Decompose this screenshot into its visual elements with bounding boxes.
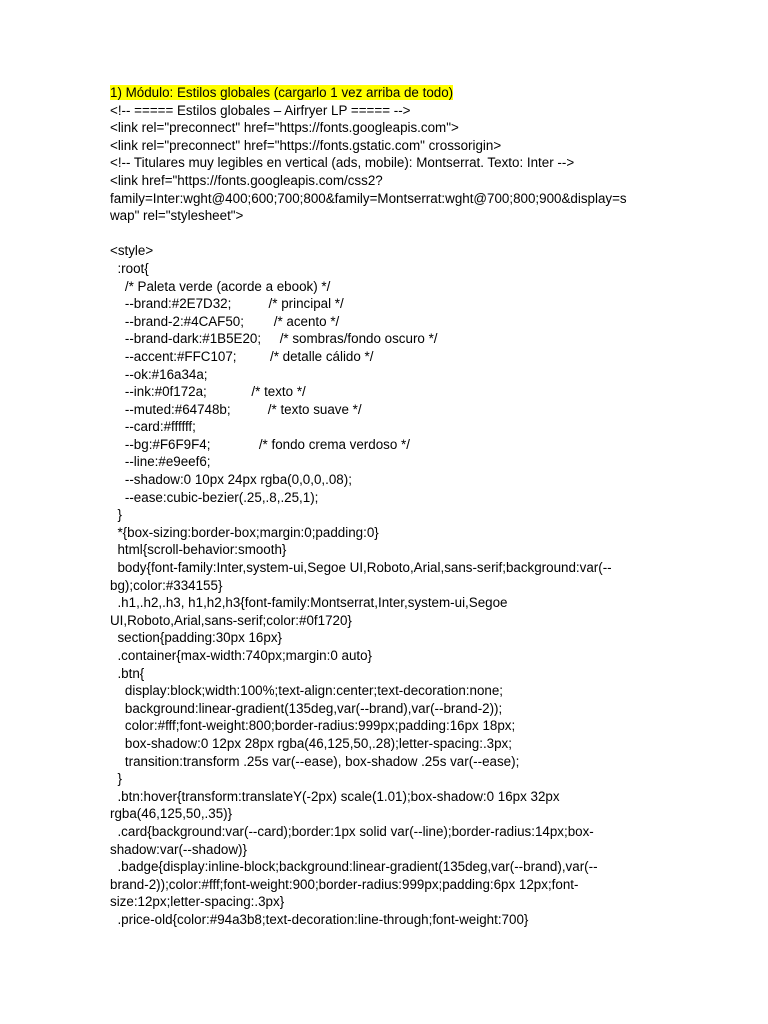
code-line: color:#fff;font-weight:800;border-radius:999px;padding:16px 18px;	[110, 718, 516, 734]
code-line: family=Inter:wght@400;600;700;800&family=Montserrat:wght@700;800;900&display=s	[110, 190, 627, 206]
code-line: .card{background:var(--card);border:1px solid var(--line);border-radius:14px;box-	[110, 823, 594, 839]
code-line: <!-- ===== Estilos globales – Airfryer LP ===== -->	[110, 102, 411, 118]
code-line: section{padding:30px 16px}	[110, 630, 282, 646]
code-line: }	[110, 507, 122, 523]
heading-line	[110, 84, 670, 102]
code-line: --accent:#FFC107; /* detalle cálido */	[110, 348, 374, 364]
code-line: <link href="https://fonts.googleapis.com/css2?	[110, 172, 383, 188]
code-line: UI,Roboto,Arial,sans-serif;color:#0f1720}	[110, 612, 352, 628]
code-line: *{box-sizing:border-box;margin:0;padding:0}	[110, 524, 379, 540]
code-line: .price-old{color:#94a3b8;text-decoration:line-through;font-weight:700}	[110, 911, 529, 927]
code-line: <style>	[110, 243, 154, 259]
code-line: background:linear-gradient(135deg,var(--brand),var(--brand-2));	[110, 700, 503, 716]
code-line: /* Paleta verde (acorde a ebook) */	[110, 278, 331, 294]
code-line: .btn:hover{transform:translateY(-2px) scale(1.01);box-shadow:0 16px 32px	[110, 788, 560, 804]
code-line: bg);color:#334155}	[110, 577, 223, 593]
code-line: --line:#e9eef6;	[110, 454, 211, 470]
code-line: :root{	[110, 260, 149, 276]
code-line: .badge{display:inline-block;background:linear-gradient(135deg,var(--brand),var(--	[110, 859, 598, 875]
code-line: --brand-dark:#1B5E20; /* sombras/fondo oscuro */	[110, 331, 438, 347]
code-line: brand-2));color:#fff;font-weight:900;border-radius:999px;padding:6px 12px;font-	[110, 876, 579, 892]
code-line: --brand-2:#4CAF50; /* acento */	[110, 313, 340, 329]
code-line: --bg:#F6F9F4; /* fondo crema verdoso */	[110, 436, 410, 452]
code-line: size:12px;letter-spacing:.3px}	[110, 894, 285, 910]
code-line: <link rel="preconnect" href="https://fonts.googleapis.com">	[110, 120, 459, 136]
code-line: <!-- Titulares muy legibles en vertical (ads, mobile): Montserrat. Texto: Inter -->	[110, 155, 575, 171]
document-body	[110, 84, 670, 929]
code-line: wap" rel="stylesheet">	[110, 208, 244, 224]
code-line: --card:#ffffff;	[110, 419, 196, 435]
code-line: display:block;width:100%;text-align:center;text-decoration:none;	[110, 683, 504, 699]
code-line: .container{max-width:740px;margin:0 auto}	[110, 648, 373, 663]
code-line: shadow:var(--shadow)}	[110, 841, 247, 857]
code-line: transition:transform .25s var(--ease), box-shadow .25s var(--ease);	[110, 753, 520, 769]
code-line: body{font-family:Inter,system-ui,Segoe UI,Roboto,Arial,sans-serif;background:var(--	[110, 560, 612, 576]
code-line: --muted:#64748b; /* texto suave */	[110, 401, 362, 417]
code-line: --ink:#0f172a; /* texto */	[110, 384, 306, 400]
code-line	[110, 225, 670, 243]
code-line: box-shadow:0 12px 28px rgba(46,125,50,.28);letter-spacing:.3px;	[110, 735, 512, 751]
code-line: --brand:#2E7D32; /* principal */	[110, 296, 344, 312]
code-line: --shadow:0 10px 24px rgba(0,0,0,.08);	[110, 472, 352, 488]
code-line: --ok:#16a34a;	[110, 366, 208, 382]
code-line: .btn{	[110, 665, 145, 681]
code-line: html{scroll-behavior:smooth}	[110, 542, 287, 558]
code-line: rgba(46,125,50,.35)}	[110, 806, 233, 822]
module-heading: 1) Módulo: Estilos globales (cargarlo 1 vez arriba de todo)	[110, 85, 454, 100]
code-line: }	[110, 771, 122, 787]
code-lines	[110, 102, 670, 929]
code-line: <link rel="preconnect" href="https://fonts.gstatic.com" crossorigin>	[110, 137, 502, 153]
code-line: .h1,.h2,.h3, h1,h2,h3{font-family:Montserrat,Inter,system-ui,Segoe	[110, 595, 508, 611]
code-line: --ease:cubic-bezier(.25,.8,.25,1);	[110, 489, 319, 505]
